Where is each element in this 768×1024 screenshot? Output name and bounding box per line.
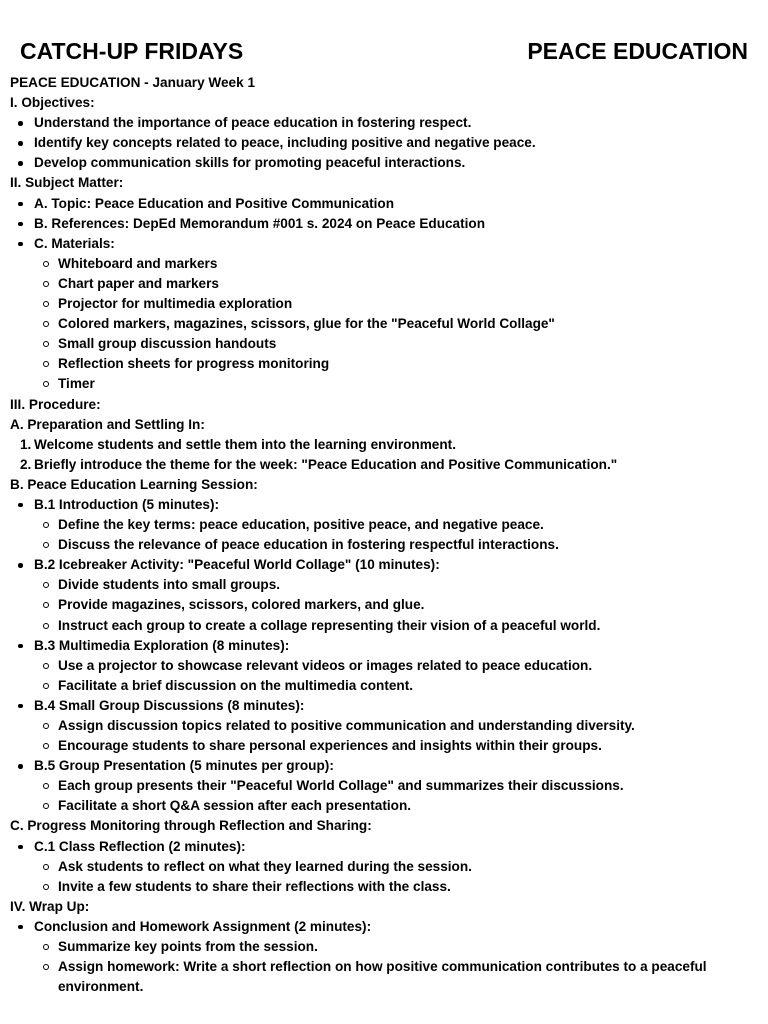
bullet-disc-icon [18, 202, 23, 207]
bullet-disc-icon [18, 845, 23, 850]
list-item [0, 616, 768, 636]
item-text: Chart paper and markers [58, 275, 219, 291]
item-text: Define the key terms: peace education, positive peace, and negative peace. [58, 517, 544, 533]
list-item [0, 656, 768, 676]
section-heading [0, 415, 768, 435]
bullet-disc-icon [18, 161, 23, 166]
list-item [0, 595, 768, 615]
list-item [0, 957, 768, 997]
list-item [0, 776, 768, 796]
item-text: B.3 Multimedia Exploration (8 minutes): [34, 637, 290, 653]
section-heading [0, 173, 768, 193]
list-item [0, 937, 768, 957]
item-text: Assign homework: Write a short reflection on how positive communication contributes to a peaceful environment. [58, 959, 707, 995]
list-item [0, 676, 768, 696]
bullet-circle-icon [43, 803, 49, 809]
bullet-disc-icon [18, 764, 23, 769]
item-text: Conclusion and Homework Assignment (2 minutes): [34, 918, 372, 934]
list-item [0, 575, 768, 595]
list-item [0, 535, 768, 555]
list-item [0, 696, 768, 716]
item-text: Identify key concepts related to peace, including positive and negative peace. [34, 135, 536, 151]
bullet-circle-icon [43, 301, 49, 307]
item-text: Discuss the relevance of peace education in fostering respectful interactions. [58, 537, 559, 553]
bullet-circle-icon [43, 582, 49, 588]
list-item [0, 274, 768, 294]
bullet-circle-icon [43, 321, 49, 327]
document-header [20, 38, 748, 68]
bullet-circle-icon [43, 542, 49, 548]
item-text: PEACE EDUCATION - January Week 1 [10, 75, 256, 90]
list-item [0, 133, 768, 153]
bullet-circle-icon [43, 723, 49, 729]
numbered-item [0, 455, 768, 475]
list-item [0, 917, 768, 937]
item-text: Projector for multimedia exploration [58, 296, 293, 312]
item-text: Instruct each group to create a collage representing their vision of a peaceful world. [58, 617, 601, 633]
item-text: Small group discussion handouts [58, 336, 277, 352]
section-heading [0, 93, 768, 113]
item-text: Provide magazines, scissors, colored markers, and glue. [58, 597, 425, 613]
list-item [0, 857, 768, 877]
bullet-disc-icon [18, 704, 23, 709]
item-text: Encourage students to share personal experiences and insights within their groups. [58, 738, 602, 754]
bullet-circle-icon [43, 964, 49, 970]
item-text: Colored markers, magazines, scissors, glue for the "Peaceful World Collage" [58, 316, 555, 332]
item-text: C. Progress Monitoring through Reflection and Sharing: [10, 818, 372, 834]
section-heading [0, 475, 768, 495]
section-heading [0, 395, 768, 415]
list-item [0, 736, 768, 756]
bullet-circle-icon [43, 783, 49, 789]
bullet-circle-icon [43, 381, 49, 387]
item-text: Reflection sheets for progress monitoring [58, 356, 330, 372]
list-item [0, 153, 768, 173]
item-text: Use a projector to showcase relevant videos or images related to peace education. [58, 657, 593, 673]
bullet-disc-icon [18, 644, 23, 649]
item-text: III. Procedure: [10, 396, 101, 412]
item-text: Welcome students and settle them into the learning environment. [34, 436, 456, 452]
item-text: Ask students to reflect on what they learned during the session. [58, 858, 472, 874]
list-item [0, 354, 768, 374]
list-item [0, 515, 768, 535]
section-heading [0, 897, 768, 917]
bullet-disc-icon [18, 503, 23, 508]
item-text: Timer [58, 376, 95, 392]
list-item [0, 214, 768, 234]
item-text: Assign discussion topics related to positive communication and understanding diversity. [58, 718, 635, 733]
item-text: C.1 Class Reflection (2 minutes): [34, 838, 246, 854]
bullet-disc-icon [18, 121, 23, 126]
bullet-disc-icon [18, 242, 23, 247]
bullet-circle-icon [43, 522, 49, 528]
list-item [0, 194, 768, 214]
item-text: Understand the importance of peace education in fostering respect. [34, 115, 472, 131]
item-text: C. Materials: [34, 235, 115, 251]
item-text: Divide students into small groups. [58, 577, 281, 593]
item-text: Summarize key points from the session. [58, 939, 318, 955]
bullet-circle-icon [43, 663, 49, 669]
item-text: Facilitate a short Q&A session after each presentation. [58, 798, 412, 814]
item-text: Briefly introduce the theme for the week: "Peace Education and Positive Communication." [34, 456, 618, 472]
item-text: I. Objectives: [10, 95, 95, 111]
list-item [0, 877, 768, 897]
lesson-plan-body [0, 73, 768, 997]
bullet-circle-icon [43, 623, 49, 629]
bullet-circle-icon [43, 884, 49, 890]
bullet-disc-icon [18, 925, 23, 930]
item-number: 2. [20, 456, 32, 472]
item-text: II. Subject Matter: [10, 175, 124, 191]
section-heading [0, 816, 768, 836]
bullet-circle-icon [43, 944, 49, 950]
list-item [0, 254, 768, 274]
bullet-disc-icon [18, 563, 23, 568]
list-item [0, 555, 768, 575]
list-item [0, 374, 768, 394]
item-text: B.4 Small Group Discussions (8 minutes): [34, 697, 305, 713]
list-item [0, 716, 768, 736]
list-item [0, 294, 768, 314]
numbered-item [0, 435, 768, 455]
item-text: B. Peace Education Learning Session: [10, 476, 258, 492]
bullet-circle-icon [43, 281, 49, 287]
header-title-right: PEACE EDUCATION [527, 38, 748, 64]
header-title-left: CATCH-UP FRIDAYS [20, 38, 244, 64]
list-item [0, 495, 768, 515]
bullet-disc-icon [18, 141, 23, 146]
bullet-circle-icon [43, 602, 49, 608]
item-text: Develop communication skills for promoting peaceful interactions. [34, 155, 466, 171]
item-text: IV. Wrap Up: [10, 898, 90, 914]
bullet-circle-icon [43, 743, 49, 749]
item-text: Invite a few students to share their reflections with the class. [58, 878, 451, 894]
bullet-circle-icon [43, 683, 49, 689]
item-text: Whiteboard and markers [58, 255, 218, 271]
item-text: B. References: DepEd Memorandum #001 s. 2024 on Peace Education [34, 215, 486, 231]
bullet-circle-icon [43, 341, 49, 347]
list-item [0, 334, 768, 354]
list-item [0, 756, 768, 776]
list-item [0, 796, 768, 816]
bullet-circle-icon [43, 864, 49, 870]
item-number: 1. [20, 436, 32, 452]
bullet-disc-icon [18, 222, 23, 227]
item-text: Facilitate a brief discussion on the multimedia content. [58, 677, 414, 693]
item-text: Each group presents their "Peaceful World Collage" and summarizes their discussions. [58, 778, 624, 794]
list-item [0, 113, 768, 133]
section-heading [0, 73, 768, 93]
item-text: A. Preparation and Settling In: [10, 416, 205, 432]
list-item [0, 234, 768, 254]
list-item [0, 636, 768, 656]
list-item [0, 314, 768, 334]
item-text: A. Topic: Peace Education and Positive Communication [34, 195, 395, 211]
item-text: B.2 Icebreaker Activity: "Peaceful World Collage" (10 minutes): [34, 557, 440, 573]
item-text: B.1 Introduction (5 minutes): [34, 496, 220, 512]
bullet-circle-icon [43, 361, 49, 367]
item-text: B.5 Group Presentation (5 minutes per group): [34, 758, 334, 774]
list-item [0, 837, 768, 857]
bullet-circle-icon [43, 261, 49, 267]
